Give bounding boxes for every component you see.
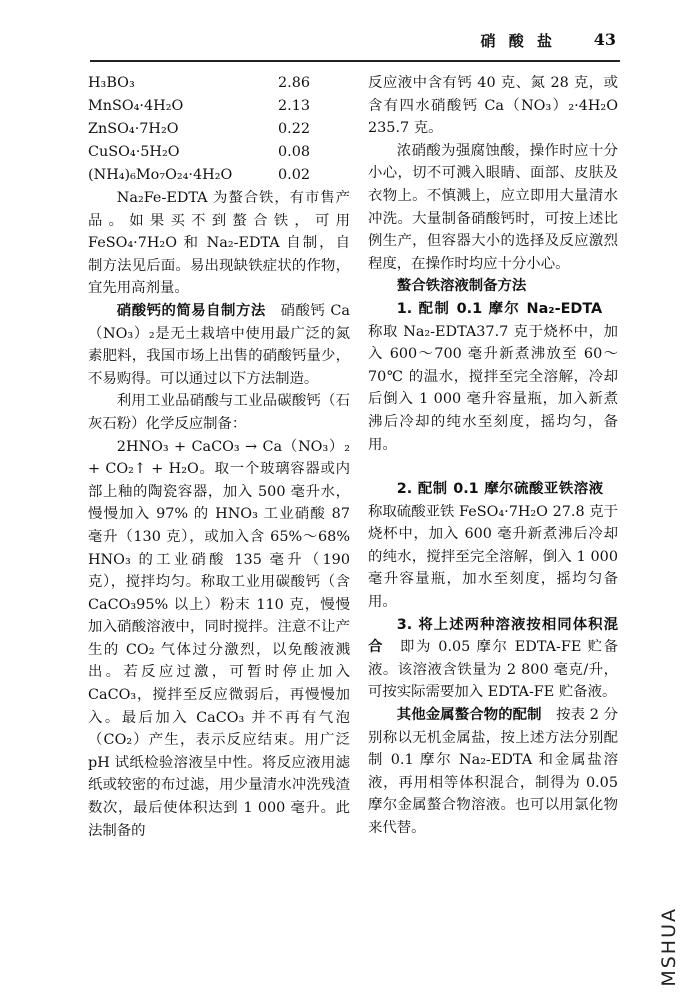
step-text: 称取硫酸亚铁 FeSO₄·7H₂O 27.8 克于烧杯中，加入 600 毫升新煮沸后冷却的纯水，搅拌至完全溶解，倒入 1 000 毫升容量瓶，加水至刻度，摇均匀备用。 [368, 481, 618, 611]
paragraph-other-chelates [368, 704, 618, 840]
step-label: 2. 配制 0.1 摩尔硫酸亚铁溶液 [396, 481, 604, 498]
table-formula: MnSO₄·4H₂O [88, 98, 184, 114]
table-row [88, 72, 350, 95]
step-label: 1. 配制 0.1 摩尔 Na₂-EDTA [396, 300, 603, 317]
paragraph-procedure: 2HNO₃ + CaCO₃ → Ca（NO₃）₂ + CO₂↑ + H₂O。取一个玻璃容器或内部上釉的陶瓷容器，加入 500 毫升水，慢慢加入 97% 的 HNO₃ 工业硝酸 87 毫升（130 克），或加入含 65%～68% HNO₃ 的工业硝酸 135 毫升（190 克），搅拌均匀。称取工业用碳酸钙（含 CaCO₃95% 以上）粉末 110 克，慢慢加入硝酸溶液中，同时搅拌。注意不让产生的 CO₂ 气体过分激烈，以免酸液溅出。若反应过激，可暂时停止加入 CaCO₃，搅拌至反应微弱后，再慢慢加入。最后加入 CaCO₃ 并不再有气泡（CO₂）产生，表示反应结束。用广泛 pH 试纸检验溶液呈中性。将反应液用滤纸或较密的布过滤，用少量清水冲洗残渣数次，最后使体积达到 1 000 毫升。此法制备的 [88, 438, 350, 839]
right-column [368, 72, 618, 840]
table-row [88, 118, 350, 141]
table-formula: (NH₄)₆Mo₇O₂₄·4H₂O [88, 167, 233, 183]
table-value: 0.22 [278, 121, 311, 137]
paragraph-text: 按表 2 分别称以无机金属盐，按上述方法分别配制 0.1 摩尔 Na₂-EDTA 和金属盐溶液，再用相等体积混合，制得为 0.05 摩尔金属螯合物溶液。也可以用氯化物来代替。 [368, 707, 618, 836]
nutrient-table [88, 72, 350, 187]
left-column [88, 72, 350, 842]
section-heading: 螯合铁溶液制备方法 [396, 278, 527, 295]
table-value: 0.08 [278, 144, 311, 160]
step-3 [368, 614, 618, 704]
table-formula: CuSO₄·5H₂O [88, 144, 180, 160]
step-text: 称取 Na₂-EDTA37.7 克于烧杯中，加入 600～700 毫升新煮沸放至 60～70℃ 的温水，搅拌至完全溶解，冷却后倒入 1 000 毫升容量瓶，加入新煮沸后冷却的纯水至刻度，摇均匀，备用。 [368, 300, 618, 453]
table-value: 0.02 [278, 167, 311, 183]
running-title: 硝 酸 盐 [480, 32, 556, 50]
paragraph-calcium-nitrate [88, 300, 350, 390]
table-row [88, 141, 350, 164]
step-2 [368, 478, 618, 614]
section-heading: 硝酸钙的简易自制方法 [116, 302, 266, 319]
page-header [90, 26, 620, 62]
paragraph-reaction-intro: 利用工业品硝酸与工业品碳酸钙（石灰石粉）化学反应制备： [88, 393, 350, 432]
page-number: 43 [593, 30, 616, 49]
step-label: 3. 将上述两种溶液按相同体积混合 [368, 616, 618, 656]
table-formula: ZnSO₄·7H₂O [88, 121, 179, 137]
watermark: MSHUA [658, 907, 680, 987]
spacer [368, 456, 618, 478]
paragraph-chelated-iron: Na₂Fe-EDTA 为螯合铁，有市售产品。如果买不到螯合铁，可用 FeSO₄·7H₂O 和 Na₂-EDTA 自制，自制方法见后面。易出现缺铁症状的作物，宜先用高剂量。 [88, 190, 350, 297]
paragraph-continued: 反应液中含有钙 40 克、氮 28 克，或含有四水硝酸钙 Ca（NO₃）₂·4H₂O 235.7 克。 [368, 75, 618, 137]
table-row [88, 164, 350, 187]
table-value: 2.86 [278, 75, 311, 91]
table-row [88, 95, 350, 118]
step-1 [368, 298, 618, 456]
paragraph-text: 硝酸钙 Ca（NO₃）₂是无土栽培中使用最广泛的氮素肥料，我国市场上出售的硝酸钙量少，不易购得。可以通过以下方法制造。 [88, 302, 350, 387]
paragraph-warning: 浓硝酸为强腐蚀酸，操作时应十分小心，切不可溅入眼睛、面部、皮肤及衣物上。不慎溅上，应立即用大量清水冲洗。大量制备硝酸钙时，可按上述比例生产，但容器大小的选择及反应激烈程度，在操作时均应十分小心。 [368, 142, 618, 272]
section-heading: 其他金属螯合物的配制 [396, 707, 542, 724]
table-formula: H₃BO₃ [88, 75, 135, 91]
table-value: 2.13 [278, 98, 311, 114]
step-text: 即为 0.05 摩尔 EDTA-FE 贮备液。该溶液含铁量为 2 800 毫克/升，可按实际需要加入 EDTA-FE 贮备液。 [368, 639, 618, 701]
